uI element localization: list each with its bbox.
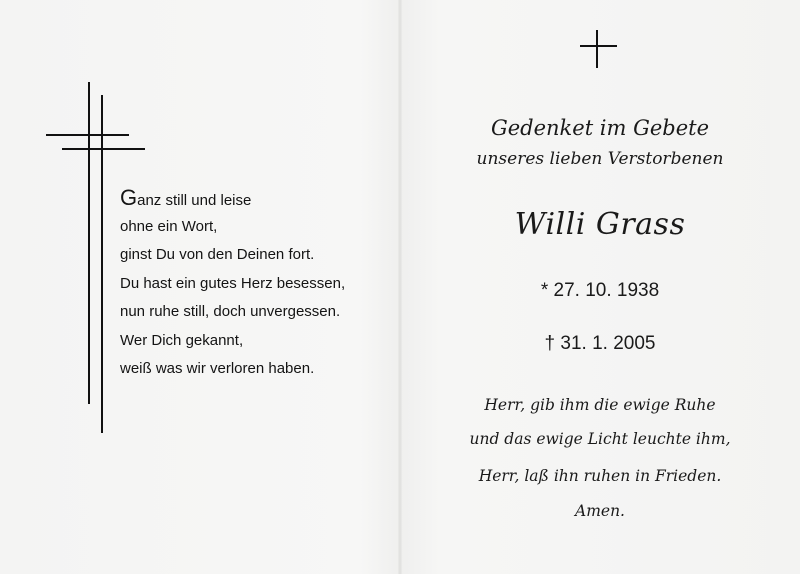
poem-line xyxy=(120,184,390,213)
left-cross-horizontal-bar xyxy=(46,134,129,136)
death-date: † 31. 1. 2005 xyxy=(544,333,656,354)
poem-first-line: anz still und leise xyxy=(137,192,252,209)
poem xyxy=(120,184,390,384)
poem-line: nun ruhe still, doch unvergessen. xyxy=(120,303,341,320)
poem-line: Du hast ein gutes Herz besessen, xyxy=(120,274,346,292)
left-cross-vertical-bar xyxy=(101,95,103,433)
heading-line-1: Gedenket im Gebete xyxy=(490,116,710,140)
birth-date: * 27. 10. 1938 xyxy=(540,280,660,301)
heading-line-2: unseres lieben Verstorbenen xyxy=(476,149,724,169)
top-cross-vertical-bar xyxy=(596,30,598,68)
poem-line: ohne ein Wort, xyxy=(120,217,218,235)
deceased-name: Willi Grass xyxy=(514,207,686,242)
left-cross-vertical-bar xyxy=(88,82,90,404)
card-fold xyxy=(398,0,402,574)
prayer-line: Amen. xyxy=(575,502,625,520)
prayer-line: und das ewige Licht leuchte ihm, xyxy=(469,430,731,448)
top-cross-horizontal-bar xyxy=(580,45,617,47)
poem-line: ginst Du von den Deinen fort. xyxy=(120,246,315,263)
prayer-line: Herr, gib ihm die ewige Ruhe xyxy=(484,396,716,414)
poem-line: weiß was wir verloren haben. xyxy=(120,360,315,377)
prayer-line: Herr, laß ihn ruhen in Frieden. xyxy=(478,467,722,485)
left-cross-horizontal-bar xyxy=(62,148,145,150)
poem-initial: G xyxy=(120,185,138,210)
poem-line: Wer Dich gekannt, xyxy=(120,331,244,349)
